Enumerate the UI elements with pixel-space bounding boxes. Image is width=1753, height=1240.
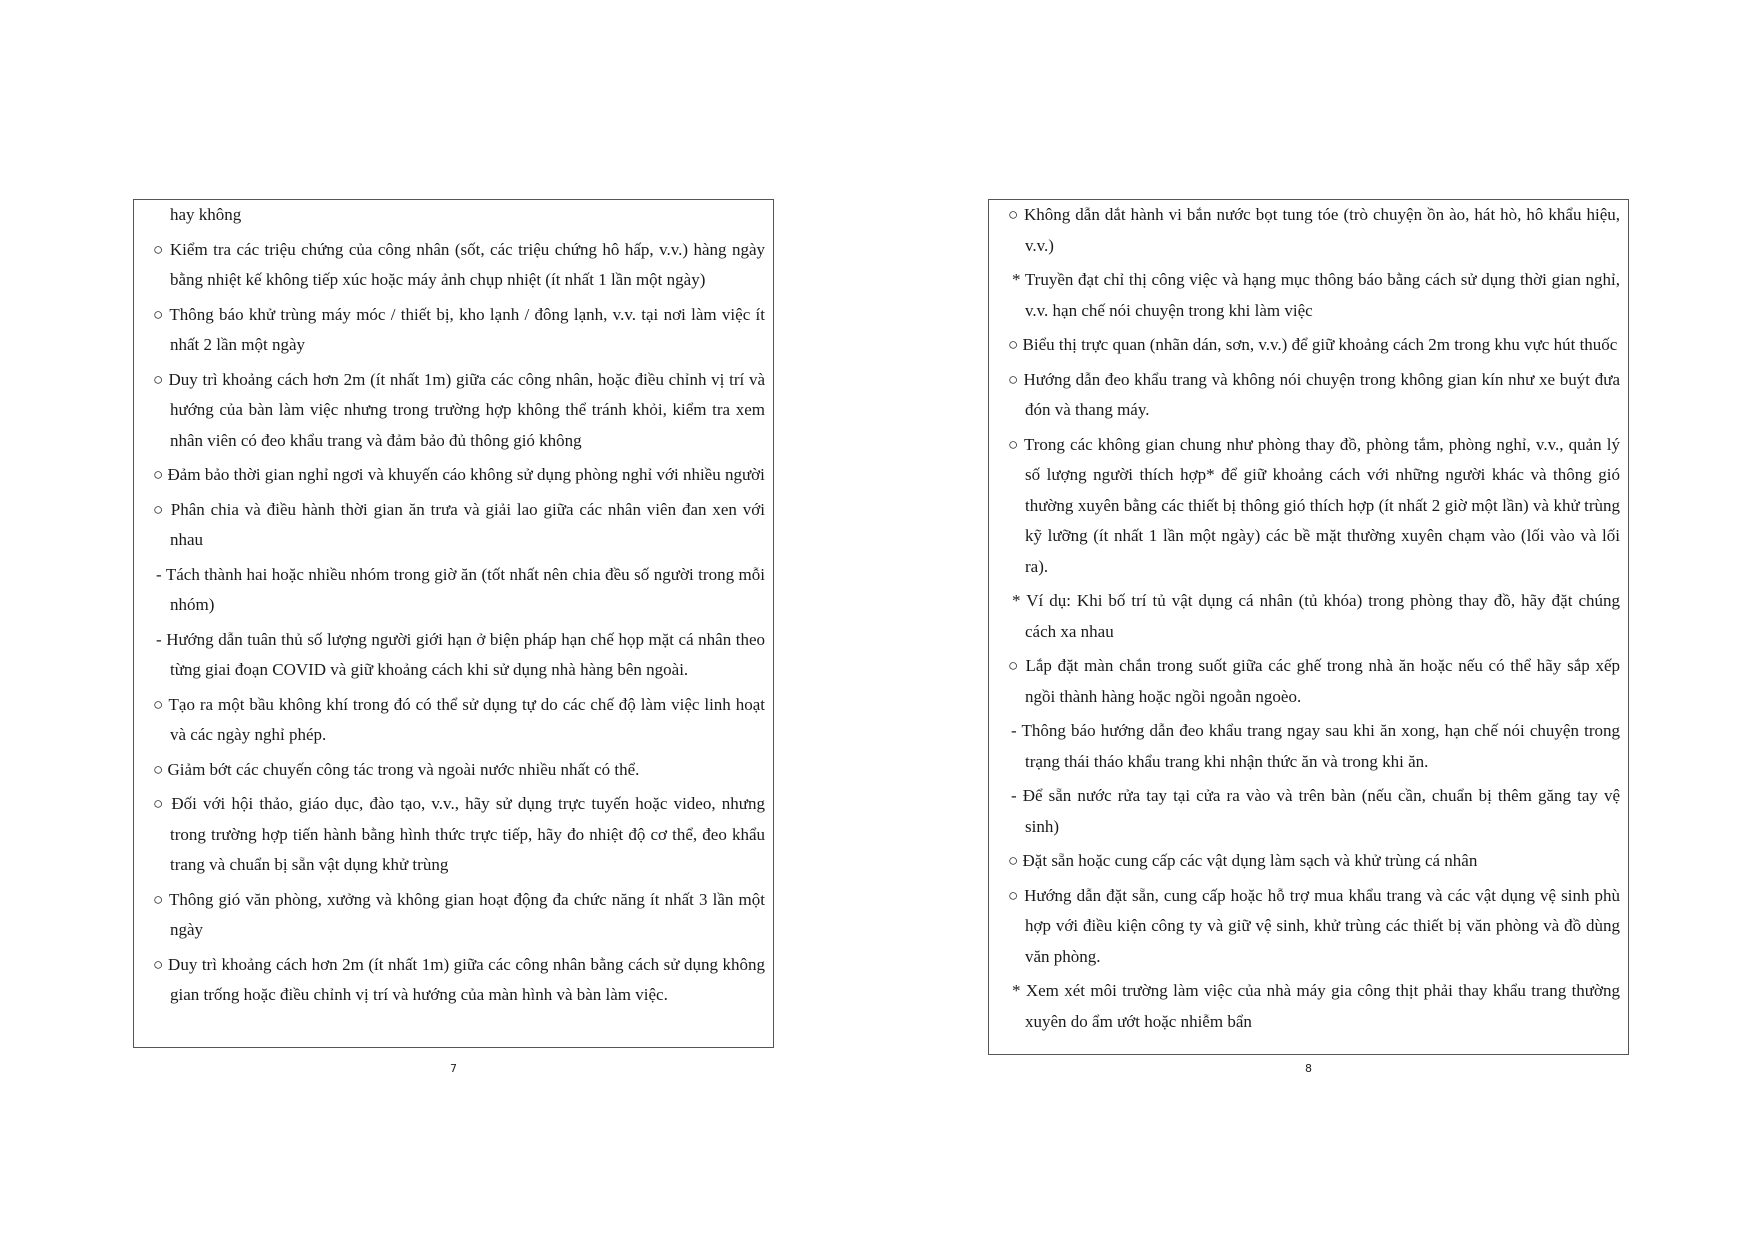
list-item: ○ Duy trì khoảng cách hơn 2m (ít nhất 1m) giữa các công nhân bằng cách sử dụng không gian trống hoặc điều chỉnh vị trí và hướng của màn hình và bàn làm việc. [153,954,765,1004]
left-page-list [148,200,765,1011]
list-item: - Thông báo hướng dẫn đeo khẩu trang ngay sau khi ăn xong, hạn chế nói chuyện trong trạng thái tháo khẩu trang khi nhận thức ăn và trong khi ăn. [1011,721,1620,771]
list-item: ○ Không dẫn dắt hành vi bắn nước bọt tung tóe (trò chuyện ồn ào, hát hò, hô khẩu hiệu, v.v.) [1008,205,1620,255]
list-item: ○ Duy trì khoảng cách hơn 2m (ít nhất 1m) giữa các công nhân, hoặc điều chỉnh vị trí và hướng của bàn làm việc nhưng trong trường hợp không thể tránh khỏi, kiểm tra xem nhân viên có đeo khẩu trang và đảm bảo đủ thông gió không [153,369,765,450]
left-page-content-box [133,199,774,1048]
list-item: * Truyền đạt chỉ thị công việc và hạng mục thông báo bằng cách sử dụng thời gian nghỉ, v.v. hạn chế nói chuyện trong khi làm việc [1012,270,1620,320]
page-number-left: 7 [450,1062,457,1075]
list-item: ○ Tạo ra một bầu không khí trong đó có thể sử dụng tự do các chế độ làm việc linh hoạt và các ngày nghỉ phép. [153,694,765,744]
list-item: hay không [170,205,242,224]
list-item: ○ Phân chia và điều hành thời gian ăn trưa và giải lao giữa các nhân viên đan xen với nhau [153,499,765,549]
right-page-list [1003,200,1620,1037]
list-item: ○ Đặt sẵn hoặc cung cấp các vật dụng làm sạch và khử trùng cá nhân [1008,851,1478,870]
list-item: ○ Lắp đặt màn chắn trong suốt giữa các ghế trong nhà ăn hoặc nếu có thể hãy sắp xếp ngồi thành hàng hoặc ngồi ngoằn ngoèo. [1008,656,1620,706]
right-page-content-box [988,199,1629,1055]
list-item: ○ Đảm bảo thời gian nghỉ ngơi và khuyến cáo không sử dụng phòng nghỉ với nhiều người [153,465,765,484]
list-item: ○ Biểu thị trực quan (nhãn dán, sơn, v.v.) để giữ khoảng cách 2m trong khu vực hút thuốc [1008,335,1618,354]
list-item: - Hướng dẫn tuân thủ số lượng người giới hạn ở biện pháp hạn chế họp mặt cá nhân theo từng giai đoạn COVID và giữ khoảng cách khi sử dụng nhà hàng bên ngoài. [156,629,765,679]
list-item: ○ Thông gió văn phòng, xưởng và không gian hoạt động đa chức năng ít nhất 3 lần một ngày [153,889,765,939]
list-item: ○ Trong các không gian chung như phòng thay đồ, phòng tắm, phòng nghỉ, v.v., quản lý số lượng người thích hợp* để giữ khoảng cách với những người khác và thông gió thường xuyên bằng các thiết bị thông gió thích hợp (ít nhất 2 giờ một lần) và khử trùng kỹ lưỡng (ít nhất 1 lần một ngày) các bề mặt thường xuyên chạm vào (lối vào và lối ra). [1008,434,1620,576]
list-item: - Để sẵn nước rửa tay tại cửa ra vào và trên bàn (nếu cần, chuẩn bị thêm găng tay vệ sinh) [1011,786,1620,836]
page-number-right: 8 [1305,1062,1312,1075]
list-item: ○ Thông báo khử trùng máy móc / thiết bị, kho lạnh / đông lạnh, v.v. tại nơi làm việc ít nhất 2 lần một ngày [153,304,765,354]
list-item: ○ Đối với hội thảo, giáo dục, đào tạo, v.v., hãy sử dụng trực tuyến hoặc video, nhưng trong trường hợp tiến hành bằng hình thức trực tiếp, hãy đo nhiệt độ cơ thể, đeo khẩu trang và chuẩn bị sẵn vật dụng khử trùng [153,794,765,874]
list-item: * Ví dụ: Khi bố trí tủ vật dụng cá nhân (tủ khóa) trong phòng thay đồ, hãy đặt chúng cách xa nhau [1012,591,1620,641]
list-item: ○ Kiểm tra các triệu chứng của công nhân (sốt, các triệu chứng hô hấp, v.v.) hàng ngày bằng nhiệt kế không tiếp xúc hoặc máy ảnh chụp nhiệt (ít nhất 1 lần một ngày) [153,239,765,289]
list-item: * Xem xét môi trường làm việc của nhà máy gia công thịt phải thay khẩu trang thường xuyên do ẩm ướt hoặc nhiễm bẩn [1012,981,1620,1031]
list-item: ○ Hướng dẫn đặt sẵn, cung cấp hoặc hỗ trợ mua khẩu trang và các vật dụng vệ sinh phù hợp với điều kiện công ty và giữ vệ sinh, khử trùng các thiết bị văn phòng và đồ dùng văn phòng. [1008,885,1620,966]
list-item: ○ Hướng dẫn đeo khẩu trang và không nói chuyện trong không gian kín như xe buýt đưa đón và thang máy. [1008,369,1620,419]
list-item: ○ Giảm bớt các chuyến công tác trong và ngoài nước nhiều nhất có thể. [153,759,640,779]
list-item: - Tách thành hai hoặc nhiều nhóm trong giờ ăn (tốt nhất nên chia đều số người trong mỗi nhóm) [156,564,765,614]
